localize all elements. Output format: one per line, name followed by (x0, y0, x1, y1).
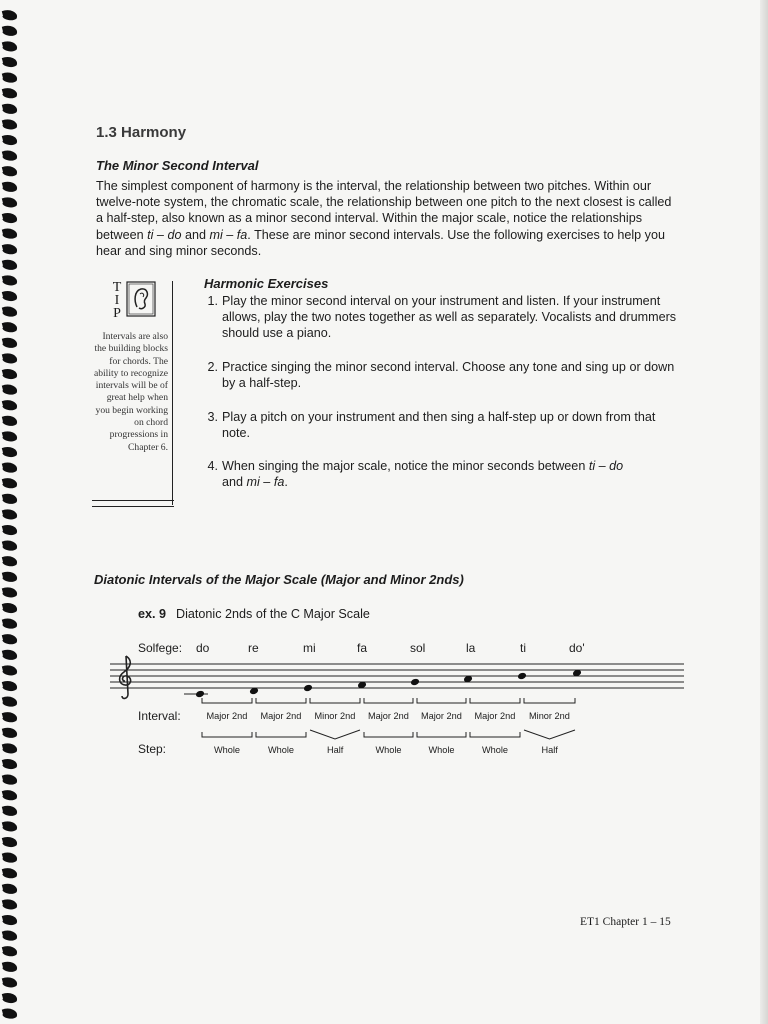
interval-bracket (310, 698, 360, 703)
interval-bracket (417, 698, 466, 703)
interval-name: Major 2nd (206, 711, 248, 721)
solfege-syllable: re (248, 641, 259, 655)
interval-bracket (202, 698, 252, 703)
tip-heading: T I P (112, 280, 122, 321)
interval-label: Interval: (138, 709, 181, 723)
solfege-syllable: mi (303, 641, 316, 655)
step-bracket (524, 730, 575, 739)
note-head (303, 684, 313, 693)
step-name: Whole (268, 745, 295, 755)
solfege-syllable: sol (410, 641, 426, 655)
example-label: ex. 9 Diatonic 2nds of the C Major Scale (138, 607, 370, 621)
interval-name: Major 2nd (260, 711, 302, 721)
note-head (517, 672, 527, 681)
exercises-title: Harmonic Exercises (204, 276, 329, 291)
step-bracket (256, 732, 306, 737)
step-name: Whole (428, 745, 455, 755)
step-name: Whole (375, 745, 402, 755)
staff-lines (110, 664, 684, 694)
step-bracket (470, 732, 520, 737)
interval-name: Minor 2nd (314, 711, 356, 721)
step-name: Half (327, 745, 344, 755)
spiral-binding (0, 0, 26, 1024)
note-head (410, 678, 420, 687)
solfege-label: Solfege: (138, 641, 183, 655)
step-bracket (202, 732, 252, 737)
step-label: Step: (138, 742, 167, 756)
solfege-syllable: do' (569, 641, 585, 655)
solfege-syllable: fa (357, 641, 368, 655)
interval-bracket (470, 698, 520, 703)
ear-icon (126, 281, 156, 317)
interval-bracket (256, 698, 306, 703)
step-name: Whole (214, 745, 241, 755)
tip-rule (92, 500, 174, 507)
interval-bracket (364, 698, 413, 703)
tip-sidebar (92, 281, 173, 505)
subsection-title: The Minor Second Interval (96, 158, 259, 173)
interval-name: Major 2nd (368, 711, 409, 721)
section-title: 1.3 Harmony (96, 124, 187, 141)
interval-name: Major 2nd (474, 711, 516, 721)
step-bracket (417, 732, 466, 737)
diatonic-title: Diatonic Intervals of the Major Scale (Major and Minor 2nds) (94, 572, 464, 587)
step-bracket (364, 732, 413, 737)
step-name: Half (541, 745, 558, 755)
treble-clef-icon (120, 656, 131, 698)
interval-name: Major 2nd (421, 711, 462, 721)
note-head (195, 690, 205, 699)
page-footer: ET1 Chapter 1 – 15 (580, 916, 671, 928)
interval-name: Minor 2nd (529, 711, 570, 721)
intro-paragraph: The simplest component of harmony is the interval, the relationship between two pitches. Within our twelve-note system, the chromatic scale, the relationship between one pitch to the next closest is called a half-step, also known as a minor second interval. Within the major scale, notice the relationships between ti – do and mi – fa. These are minor second intervals. Use the following exercises to help you hear and sing minor seconds. (96, 179, 672, 258)
solfege-syllable: do (196, 641, 210, 655)
interval-bracket (524, 698, 575, 703)
solfege-syllable: ti (520, 641, 526, 655)
step-bracket (310, 730, 360, 739)
solfege-syllable: la (466, 641, 476, 655)
tip-text: Intervals are also the building blocks for chords. The ability to recognize intervals will be of great help when you begin working on chord progressions in Chapter 6. (93, 331, 168, 453)
page-edge (760, 0, 768, 1024)
step-name: Whole (482, 745, 509, 755)
